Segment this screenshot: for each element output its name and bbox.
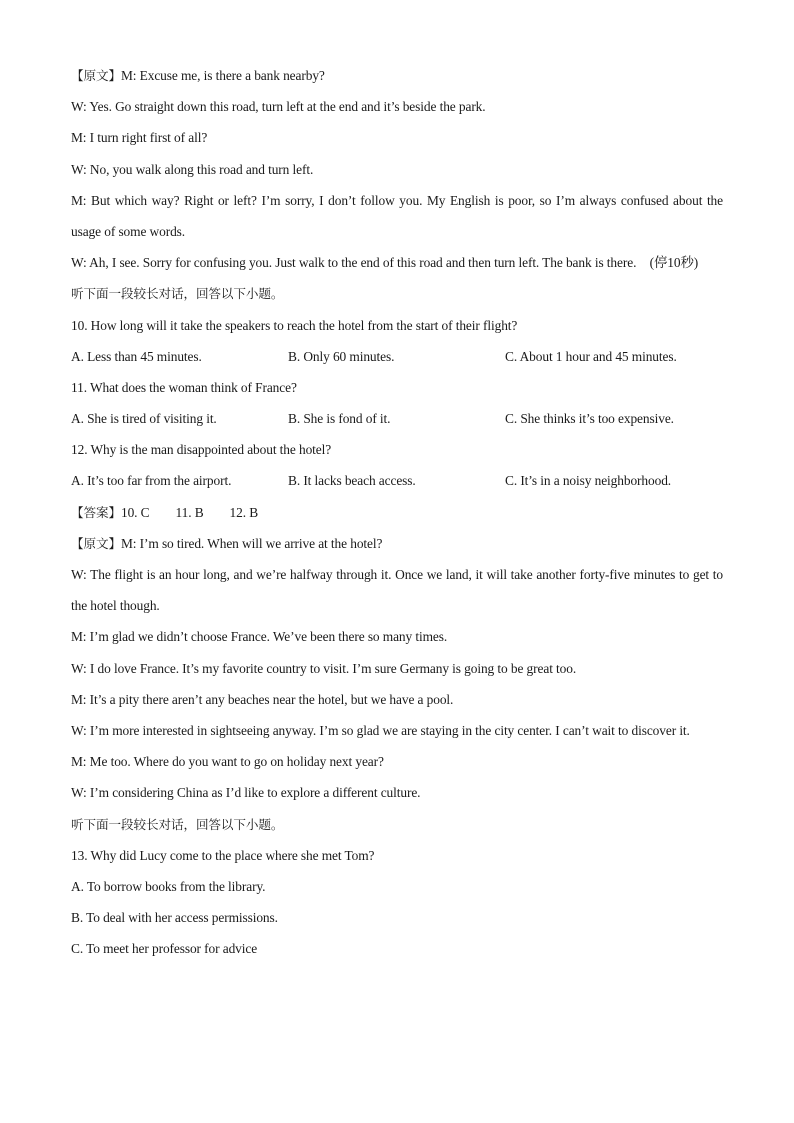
question-13: 13. Why did Lucy come to the place where she met Tom? <box>71 847 375 863</box>
option-b: B. To deal with her access permissions. <box>71 910 278 926</box>
options-10 <box>71 341 723 372</box>
answer-label: 【答案】 <box>71 504 121 520</box>
question-11: 11. What does the woman think of France? <box>71 379 297 395</box>
transcript-line: M: But which way? Right or left? I’m sorry, I don’t follow you. My English is poor, so I’m always confused about the usage of some words. <box>71 192 723 239</box>
option-b: B. Only 60 minutes. <box>288 348 395 364</box>
transcript-line: W: I do love France. It’s my favorite country to visit. I’m sure Germany is going to be great too. <box>71 660 577 676</box>
document-page <box>71 60 723 965</box>
transcript-line: W: I’m considering China as I’d like to explore a different culture. <box>71 785 421 801</box>
options-12 <box>71 465 723 496</box>
transcript-line: 【原文】M: Excuse me, is there a bank nearby? <box>71 68 325 83</box>
transcript-label: 【原文】 <box>71 68 121 83</box>
transcript-line: 【原文】M: I’m so tired. When will we arrive at the hotel? <box>71 535 383 551</box>
question-12: 12. Why is the man disappointed about the hotel? <box>71 442 332 458</box>
option-c: C. She thinks it’s too expensive. <box>505 411 674 427</box>
option-b: B. She is fond of it. <box>288 411 391 427</box>
options-11 <box>71 403 723 434</box>
answer-11: 11. B <box>175 504 204 520</box>
option-c: C. About 1 hour and 45 minutes. <box>505 348 677 364</box>
answer-12: 12. B <box>229 504 259 520</box>
transcript-line: W: Ah, I see. Sorry for confusing you. Just walk to the end of this road and then turn left. The bank is there. (停10秒) <box>71 255 699 271</box>
transcript-line: M: It’s a pity there aren’t any beaches near the hotel, but we have a pool. <box>71 691 454 707</box>
transcript-label: 【原文】 <box>71 535 121 551</box>
option-c: C. It’s in a noisy neighborhood. <box>505 473 672 489</box>
option-a: A. She is tired of visiting it. <box>71 411 217 427</box>
option-c: C. To meet her professor for advice <box>71 941 258 957</box>
transcript-line: M: Me too. Where do you want to go on holiday next year? <box>71 754 384 770</box>
option-b: B. It lacks beach access. <box>288 473 416 489</box>
section-instruction: 听下面一段较长对话，回答以下小题。 <box>71 816 284 832</box>
option-a: A. It’s too far from the airport. <box>71 473 232 489</box>
transcript-line: W: I’m more interested in sightseeing anyway. I’m so glad we are staying in the city center. I can’t wait to discover it. <box>71 723 690 739</box>
transcript-line: W: Yes. Go straight down this road, turn left at the end and it’s beside the park. <box>71 99 486 115</box>
transcript-line: W: The flight is an hour long, and we’re halfway through it. Once we land, it will take another forty-five minutes to get to the hotel though. <box>71 567 723 614</box>
question-10: 10. How long will it take the speakers to reach the hotel from the start of their flight? <box>71 317 518 333</box>
transcript-line: M: I turn right first of all? <box>71 130 208 146</box>
transcript-line: W: No, you walk along this road and turn left. <box>71 161 314 177</box>
transcript-line: M: I’m glad we didn’t choose France. We’ve been there so many times. <box>71 629 448 645</box>
section-instruction: 听下面一段较长对话，回答以下小题。 <box>71 286 284 302</box>
answer-line <box>71 497 723 528</box>
option-a: A. Less than 45 minutes. <box>71 348 202 364</box>
option-a: A. To borrow books from the library. <box>71 878 266 894</box>
answer-10: 10. C <box>120 504 150 520</box>
